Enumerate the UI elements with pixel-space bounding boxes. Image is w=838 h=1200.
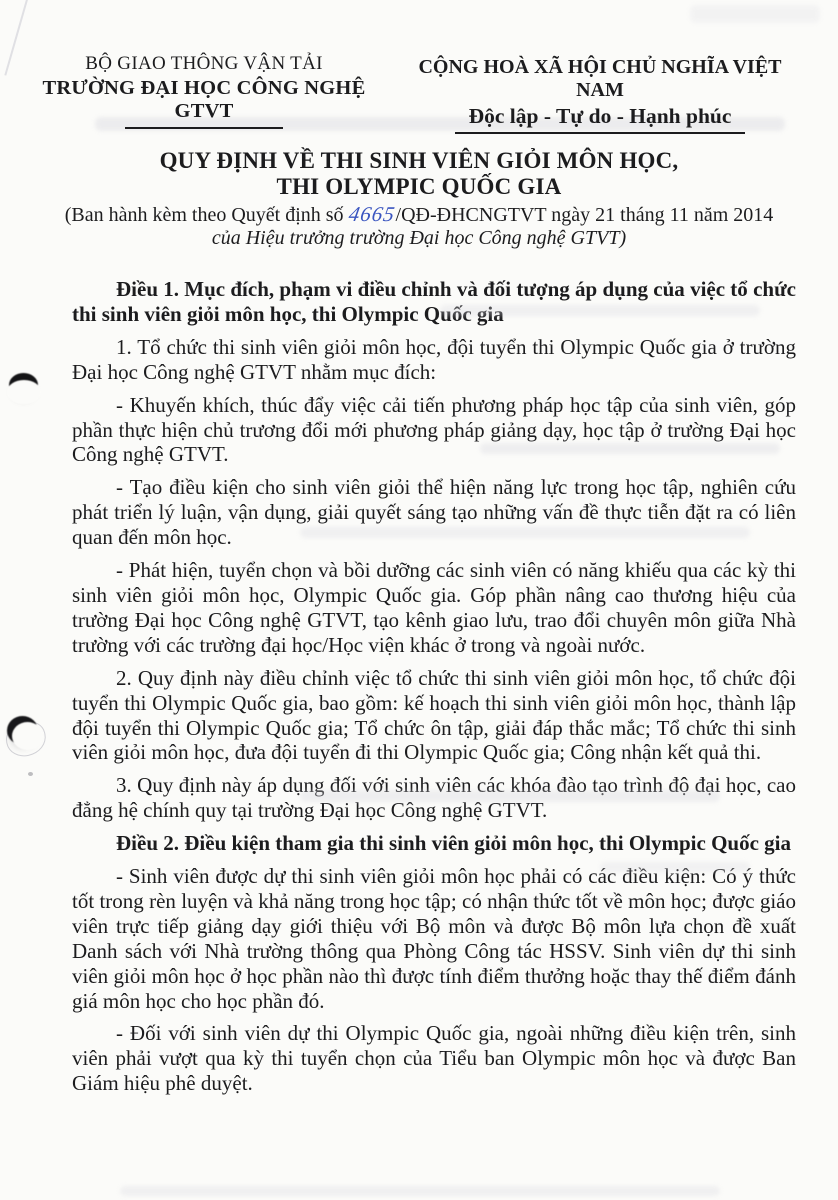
punch-hole-bottom xyxy=(7,716,38,745)
punch-hole-top xyxy=(9,373,38,397)
issuance-note-prefix: (Ban hành kèm theo Quyết định số xyxy=(64,204,344,226)
scan-smudge xyxy=(600,862,750,872)
body-paragraph: 2. Quy định này điều chỉnh việc tổ chức thi sinh viên giỏi môn học, tổ chức đội tuyển thi Olympic Quốc gia, bao gồm: kế hoạch thi sinh viên giỏi môn học, thành lập đội tuyển thi Olympic Quốc gia; Tổ chức ôn tập, giải đáp thắc mắc; Tổ chức thi sinh viên giỏi môn học, đưa đội tuyển đi thi Olympic Quốc gia; Công nhận kết quả thi. xyxy=(72,665,796,765)
issuance-note-suffix: /QĐ-ĐHCNGTVT ngày 21 tháng 11 năm 2014 xyxy=(395,204,774,226)
national-title: CỘNG HOÀ XÃ HỘI CHỦ NGHĨA VIỆT NAM xyxy=(418,56,782,101)
article-heading: Điều 2. Điều kiện tham gia thi sinh viên giỏi môn học, thi Olympic Quốc gia xyxy=(116,831,791,856)
body-paragraph: 1. Tổ chức thi sinh viên giỏi môn học, đội tuyển thi Olympic Quốc gia ở trường Đại học Công nghệ GTVT nhằm mục đích: xyxy=(72,334,796,384)
scan-smudge xyxy=(480,443,780,454)
handwritten-decision-number: 4665 xyxy=(346,202,397,226)
document-body xyxy=(0,277,838,1096)
scan-smudge xyxy=(300,790,720,802)
ministry-name: BỘ GIAO THÔNG VẬN TẢI xyxy=(85,53,323,74)
body-paragraph: - Tạo điều kiện cho sinh viên giỏi thể hiện năng lực trong học tập, nghiên cứu phát triển lý luận, vận dụng, giải quyết sáng tạo những vấn đề thực tiễn đặt ra có liên quan đến môn học. xyxy=(72,475,796,550)
scan-smudge xyxy=(300,527,750,538)
document-title-line-2: THI OLYMPIC QUỐC GIA xyxy=(276,174,562,199)
article-heading: Điều 1. Mục đích, phạm vi điều chỉnh và đối tượng áp dụng của việc tổ chức thi sinh viên giỏi môn học, thi Olympic Quốc gia xyxy=(72,277,796,326)
body-paragraph: - Sinh viên được dự thi sinh viên giỏi môn học phải có các điều kiện: Có ý thức tốt trong rèn luyện và khả năng trong học tập; có nhận thức tốt về môn học; được giáo viên trực tiếp giảng dạy giới thiệu với Bộ môn và được Bộ môn lựa chọn đề xuất Danh sách với Nhà trường thông qua Phòng Công tác HSSV. Sinh viên dự thi sinh viên giỏi môn học ở học phần nào thì được tính điểm thưởng hoặc thay thế điểm đánh giá môn học cho học phần đó. xyxy=(72,864,796,1013)
scan-smudge xyxy=(440,305,760,316)
scan-speck xyxy=(28,772,33,776)
body-paragraph: - Khuyến khích, thúc đẩy việc cải tiến phương pháp học tập của sinh viên, góp phần thực hiện chủ trương đổi mới phương pháp giảng dạy, học tập ở trường Đại học Công nghệ GTVT. xyxy=(72,392,796,467)
header-underline-left xyxy=(125,127,283,129)
issuing-org-block xyxy=(18,53,390,129)
body-paragraph: 3. Quy định này áp dụng đối với sinh viên các khóa đào tạo trình độ đại học, cao đẳng hệ chính quy tại trường Đại học Công nghệ GTVT. xyxy=(72,773,796,823)
body-paragraph: - Phát hiện, tuyển chọn và bồi dưỡng các sinh viên có năng khiếu qua các kỳ thi sinh viên giỏi môn học, Olympic Quốc gia. Góp phần nâng cao thương hiệu của trường Đại học Công nghệ GTVT, tạo kênh giao lưu, trao đổi chuyên môn giữa Nhà trường với các trường đại học/Học viện khác ở trong và ngoài nước. xyxy=(72,558,796,657)
scan-smudge xyxy=(690,5,820,23)
national-header-block xyxy=(398,56,802,134)
university-name: TRƯỜNG ĐẠI HỌC CÔNG NGHỆ GTVT xyxy=(42,77,366,122)
body-paragraph: - Đối với sinh viên dự thi Olympic Quốc gia, ngoài những điều kiện trên, sinh viên phải vượt qua kỳ thi tuyển chọn của Tiểu ban Olympic môn học và được Ban Giám hiệu phê duyệt. xyxy=(72,1021,796,1096)
document-title-line-1: QUY ĐỊNH VỀ THI SINH VIÊN GIỎI MÔN HỌC, xyxy=(159,148,679,173)
national-motto: Độc lập - Tự do - Hạnh phúc xyxy=(455,104,746,134)
issuance-note-line-2: của Hiệu trưởng trường Đại học Công nghệ GTVT) xyxy=(211,227,627,249)
issuance-note-line-1 xyxy=(0,203,838,227)
scan-smudge xyxy=(120,1186,720,1196)
